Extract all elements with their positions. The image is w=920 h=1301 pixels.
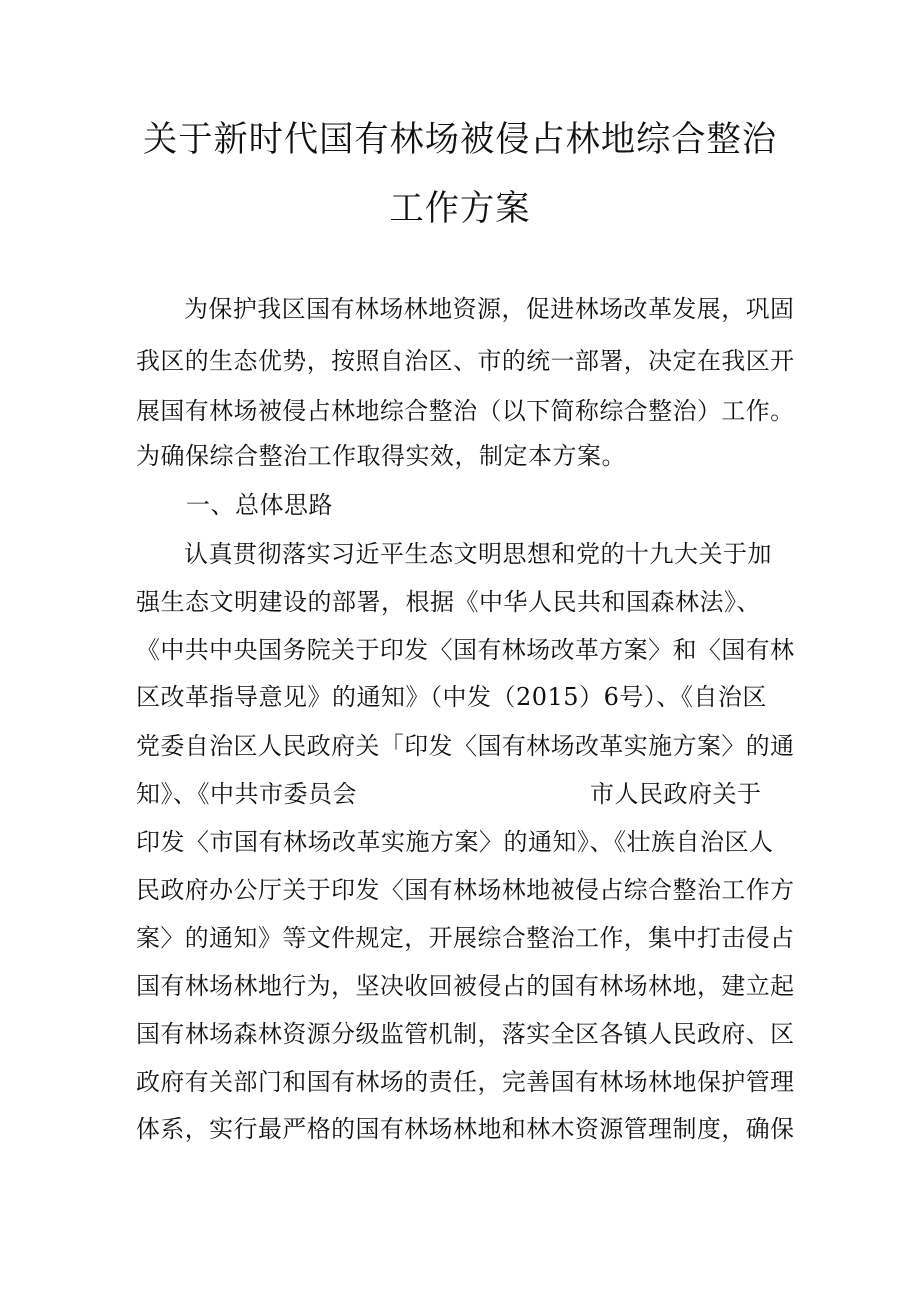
paragraph-2-line: 民政府办公厅关于印发〈国有林场林地被侵占综合整治工作方 bbox=[136, 876, 795, 904]
paragraph-2-line: 认真贯彻落实习近平生态文明思想和党的十九大关于加 bbox=[184, 540, 772, 568]
paragraph-2-line: 国有林场森林资源分级监管机制，落实全区各镇人民政府、区 bbox=[136, 1020, 795, 1048]
paragraph-2-line: 党委自治区人民政府关「印发〈国有林场改革实施方案〉的通 bbox=[136, 732, 795, 760]
document-title-line-1: 关于新时代国有林场被侵占林地综合整治 bbox=[143, 120, 777, 160]
paragraph-2-line: 政府有关部门和国有林场的责任，完善国有林场林地保护管理 bbox=[136, 1068, 795, 1096]
paragraph-2-line: 国有林场林地行为，坚决收回被侵占的国有林场林地，建立起 bbox=[136, 972, 795, 1000]
paragraph-1-line: 为确保综合整治工作取得实效，制定本方案。 bbox=[136, 442, 626, 470]
paragraph-2-gap-line-right: 市人民政府关于 bbox=[590, 780, 762, 808]
paragraph-1-line: 为保护我区国有林场林地资源，促进林场改革发展，巩固 bbox=[184, 295, 795, 323]
section-heading: 一、总体思路 bbox=[186, 491, 333, 519]
paragraph-2-line: 强生态文明建设的部署，根据《中华人民共和国森林法》、 bbox=[136, 588, 761, 616]
paragraph-2-line: 印发〈市国有林场改革实施方案〉的通知》、《壮族自治区人 bbox=[136, 828, 774, 856]
document-title-line-2: 工作方案 bbox=[389, 189, 531, 229]
paragraph-2-line: 体系，实行最严格的国有林场林地和林木资源管理制度，确保 bbox=[136, 1115, 795, 1143]
paragraph-2-line: 《中共中央国务院关于印发〈国有林场改革方案〉和〈国有林 bbox=[136, 636, 795, 664]
paragraph-1-line: 展国有林场被侵占林地综合整治（以下简称综合整治）工作。 bbox=[136, 397, 795, 425]
paragraph-1-line: 我区的生态优势，按照自治区、市的统一部署，决定在我区开 bbox=[136, 347, 795, 375]
paragraph-2-line: 区改革指导意见》的通知》（中发（2015）6号）、《自治区 bbox=[136, 683, 767, 711]
paragraph-2-gap-line-left: 知》、《中共市委员会 bbox=[136, 780, 357, 808]
paragraph-2-line: 案〉的通知》等文件规定，开展综合整治工作，集中打击侵占 bbox=[136, 924, 795, 952]
